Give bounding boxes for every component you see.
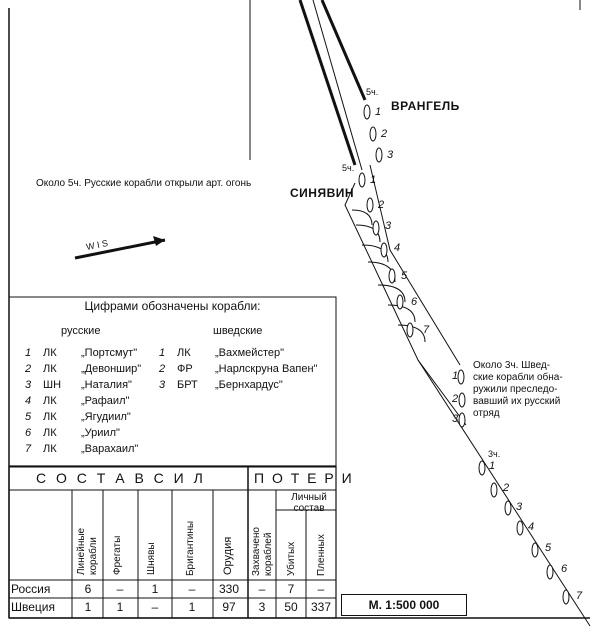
legend-num: 3 xyxy=(25,379,32,391)
ship-marker xyxy=(397,295,403,309)
legend-ship-name: „Уриил" xyxy=(81,427,120,439)
ship-number: 1 xyxy=(370,174,377,186)
legend-russian-row xyxy=(25,427,120,439)
table-cell: 3 xyxy=(258,600,266,614)
legend-ship-name: „Ягудиил" xyxy=(81,411,131,423)
legend-num: 2 xyxy=(159,363,166,375)
note-3h-line: ружили преследо- xyxy=(473,384,558,395)
legend-ship-name: „Нарлскруна Вапен" xyxy=(215,363,318,375)
time-3h: 3ч. xyxy=(488,449,501,459)
legend-ship-name: „Портсмут" xyxy=(81,347,138,359)
ship-marker xyxy=(459,413,465,427)
ship-marker xyxy=(563,590,569,604)
ship-number: 2 xyxy=(503,482,510,494)
legend-num: 4 xyxy=(25,395,32,407)
legend-ship-name: „Девоншир" xyxy=(81,363,142,375)
ship-number: 2 xyxy=(381,128,388,140)
ship-marker xyxy=(459,393,465,407)
legend-russian-row xyxy=(25,443,138,455)
ship-number: 5 xyxy=(401,270,408,282)
legend-num: 5 xyxy=(25,411,32,423)
legend-type: ЛК xyxy=(43,427,57,439)
legend-swedish-row xyxy=(159,347,284,359)
note-3h-line: ские корабли обна- xyxy=(473,372,563,383)
table-cell: 50 xyxy=(284,600,298,614)
legend-ship-name: „Наталия" xyxy=(81,379,132,391)
legend-russian-row xyxy=(25,347,137,359)
legend-type: БРТ xyxy=(177,379,198,391)
table-cell: 1 xyxy=(116,600,124,614)
legend-num: 3 xyxy=(159,379,166,391)
legend-title: Цифрами обозначены корабли: xyxy=(84,299,261,313)
ship-marker xyxy=(359,173,365,187)
ship-marker xyxy=(479,461,485,475)
legend-ship-name: „Бернхардус" xyxy=(215,379,283,391)
ship-marker xyxy=(381,243,387,257)
legend-ship-name: „Рафаил" xyxy=(81,395,130,407)
ship-number: 6 xyxy=(561,563,568,575)
map-scale: М. 1:500 000 xyxy=(341,594,467,616)
table-cell: – xyxy=(188,582,196,596)
ship-marker xyxy=(532,543,538,557)
ship-number: 5 xyxy=(545,542,552,554)
swedish-ships-3h xyxy=(458,370,465,427)
note-3h-line: отряд xyxy=(473,408,500,419)
ship-number: 1 xyxy=(375,106,382,118)
col-header-killed: Убитых xyxy=(286,541,297,576)
note-3h-line: Около 3ч. Швед- xyxy=(473,360,551,371)
ship-number: 3 xyxy=(385,220,392,232)
legend-russian-row xyxy=(25,411,131,423)
losses-title: П О Т Е Р И xyxy=(254,470,354,486)
ship-number: 3 xyxy=(516,501,523,513)
legend-num: 1 xyxy=(25,347,32,359)
ship-marker xyxy=(370,127,376,141)
legend-num: 2 xyxy=(25,363,32,375)
row-label-russia: Россия xyxy=(11,582,51,596)
commander-wrangel: ВРАНГЕЛЬ xyxy=(391,99,460,113)
table-cell: – xyxy=(151,600,159,614)
legend-type: ФР xyxy=(177,363,193,375)
ship-marker xyxy=(373,221,379,235)
legend-type: ЛК xyxy=(43,347,57,359)
note-5h: Около 5ч. Русские корабли открыли арт. огонь xyxy=(36,178,252,189)
time-wrangel-5h: 5ч. xyxy=(366,87,379,97)
ship-marker xyxy=(376,148,382,162)
legend-russian-row xyxy=(25,363,141,375)
forces-title: С О С Т А В С И Л xyxy=(36,470,206,486)
ship-number: 4 xyxy=(528,521,535,533)
ship-number: 4 xyxy=(394,242,401,254)
legend-russian-row xyxy=(25,379,132,391)
col-header-snows: Шнявы xyxy=(146,542,157,575)
personnel-header: Личный состав xyxy=(291,492,327,514)
ship-number: 2 xyxy=(378,199,385,211)
note-3h-line: вавший их русский xyxy=(473,396,561,407)
row-label-sweden: Швеция xyxy=(11,600,55,614)
note-3h xyxy=(473,360,563,420)
legend xyxy=(9,297,336,467)
table-cell: – xyxy=(116,582,124,596)
ship-marker xyxy=(505,501,511,515)
col-header-frigates: Фрегаты xyxy=(112,535,123,575)
table-cell: 7 xyxy=(287,582,295,596)
track-thin xyxy=(313,0,362,170)
col-header-guns: Орудия xyxy=(222,536,234,575)
legend-num: 6 xyxy=(25,427,32,439)
ship-marker xyxy=(491,483,497,497)
ship-marker xyxy=(407,323,413,337)
legend-swedish-row xyxy=(159,379,283,391)
russian-ships-3h xyxy=(479,461,569,604)
commander-sinyavin: СИНЯВИН xyxy=(290,186,355,200)
col-header-prisoners: Пленных xyxy=(316,534,327,576)
legend-type: ЛК xyxy=(43,395,57,407)
ship-marker xyxy=(389,269,395,283)
legend-type: ШН xyxy=(43,379,62,391)
swedish-line-5h xyxy=(370,165,460,365)
legend-russian-row xyxy=(25,395,129,407)
ship-number: 6 xyxy=(411,296,418,308)
legend-num: 1 xyxy=(159,347,166,359)
table-cell: 1 xyxy=(188,600,196,614)
legend-swedish-header: шведские xyxy=(213,325,263,337)
ship-marker xyxy=(547,565,553,579)
legend-type: ЛК xyxy=(43,363,57,375)
ship-marker xyxy=(364,105,370,119)
col-header-ships-of-line: Линейные корабли xyxy=(76,527,99,575)
fire-zone-outline xyxy=(345,183,466,425)
legend-russian-header: русские xyxy=(61,325,101,337)
ship-marker xyxy=(458,370,464,384)
table-cell: – xyxy=(317,582,325,596)
wind-label: W I S xyxy=(85,237,109,253)
ship-number: 7 xyxy=(576,590,583,602)
col-header-captured: Захвачено кораблей xyxy=(251,527,274,576)
ship-number: 1 xyxy=(489,460,496,472)
table-cell: 330 xyxy=(218,582,240,596)
table-cell: 97 xyxy=(222,600,236,614)
table-cell: – xyxy=(258,582,266,596)
legend-type: ЛК xyxy=(43,443,57,455)
col-header-brigantines: Бригантины xyxy=(185,520,196,576)
legend-ship-name: „Варахаил" xyxy=(81,443,139,455)
ship-marker xyxy=(367,198,373,212)
ship-number: 7 xyxy=(423,324,430,336)
table-cell: 337 xyxy=(310,600,332,614)
legend-swedish-row xyxy=(159,363,317,375)
russian-ships-5h xyxy=(359,173,413,337)
legend-type: ЛК xyxy=(177,347,191,359)
legend-num: 7 xyxy=(25,443,32,455)
time-sinyavin-5h: 5ч. xyxy=(342,163,355,173)
russian-track xyxy=(300,0,355,165)
legend-type: ЛК xyxy=(43,411,57,423)
ship-marker xyxy=(517,521,523,535)
legend-ship-name: „Вахмейстер" xyxy=(215,347,284,359)
ship-number: 3 xyxy=(452,413,459,425)
ship-number: 1 xyxy=(452,370,459,382)
ship-number: 3 xyxy=(387,149,394,161)
ship-number: 2 xyxy=(452,393,459,405)
table-cell: 6 xyxy=(84,582,92,596)
table-cell: 1 xyxy=(84,600,92,614)
table-cell: 1 xyxy=(151,582,159,596)
